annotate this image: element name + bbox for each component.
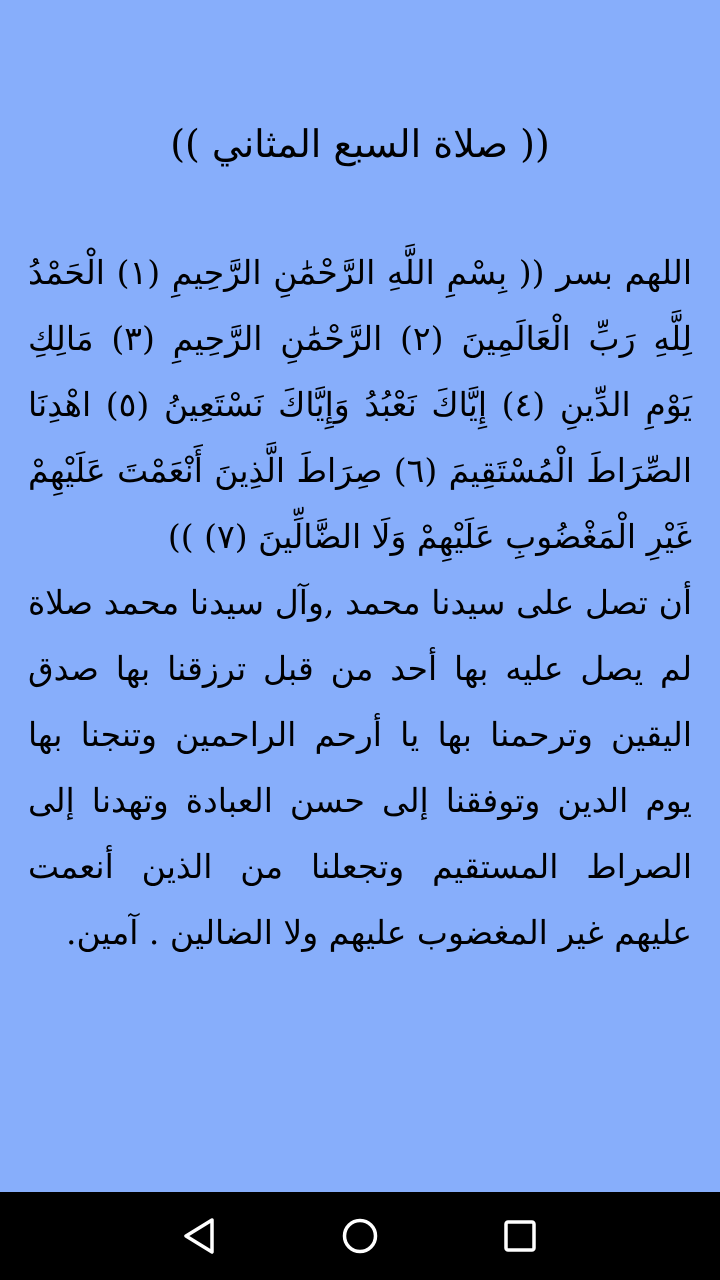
prayer-paragraph-fatiha: اللهم بسر (( بِسْمِ اللَّهِ الرَّحْمَٰنِ الرَّحِيمِ (١) الْحَمْدُ لِلَّهِ رَبِّ الْعَالَمِينَ (٢) الرَّحْمَٰنِ الرَّحِيمِ (٣) مَالِكِ يَوْمِ الدِّينِ (٤) إِيَّاكَ نَعْبُدُ وَإِيَّاكَ نَسْتَعِينُ (٥) اهْدِنَا الصِّرَاطَ الْمُسْتَقِيمَ (٦) صِرَاطَ الَّذِينَ أَنْعَمْتَ عَلَيْهِمْ غَيْرِ الْمَغْضُوبِ عَلَيْهِمْ وَلَا الضَّالِّينَ (٧) )) <box>28 253 693 556</box>
prayer-paragraph-salat: أن تصل على سيدنا محمد ,وآل سيدنا محمد صلاة لم يصل عليه بها أحد من قبل ترزقنا بها صدق اليقين وترحمنا بها يا أرحم الراحمين وتنجنا بها يوم الدين وتوفقنا إلى حسن العبادة وتهدنا إلى الصراط المستقيم وتجعلنا من الذين أنعمت عليهم غير المغضوب عليهم ولا الضالين . آمين. <box>28 583 692 952</box>
prayer-text <box>28 240 692 966</box>
home-icon <box>340 1216 380 1256</box>
system-navigation-bar <box>0 1192 720 1280</box>
page-title: (( صلاة السبع المثاني )) <box>170 122 550 166</box>
nav-recents-button[interactable] <box>490 1206 550 1266</box>
nav-back-button[interactable] <box>170 1206 230 1266</box>
nav-home-button[interactable] <box>330 1206 390 1266</box>
back-icon <box>180 1216 220 1256</box>
recents-icon <box>500 1216 540 1256</box>
